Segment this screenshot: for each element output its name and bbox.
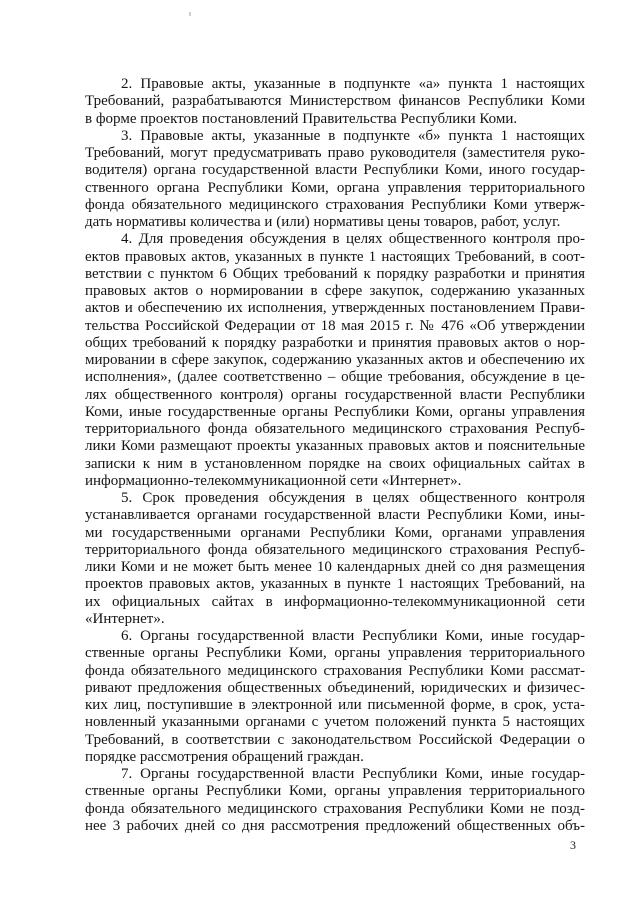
text-line: их официальных сайтах в информационно-телекоммуникационной сети xyxy=(85,593,585,610)
paragraph xyxy=(85,766,585,835)
paragraph xyxy=(85,628,585,766)
text-line: территориального фонда обязательного медицинского страхования Респуб- xyxy=(85,421,585,437)
text-line: 2. Правовые акты, указанные в подпункте «а» пункта 1 настоящих xyxy=(121,76,585,92)
text-line: общих требований к порядку разработки и принятия правовых актов о нор- xyxy=(85,334,585,351)
text-line: фонда обязательного медицинского страхования Республики Коми утверж- xyxy=(85,196,585,213)
text-line: ривают предложения общественных объединений, юридических и физичес- xyxy=(85,679,585,696)
text-line: нее 3 рабочих дней со дня рассмотрения предложений общественных объ- xyxy=(85,817,585,834)
text-line: ственного органа Республики Коми, органа управления территориального xyxy=(85,179,585,196)
text-line: в форме проектов постановлений Правительства Республики Коми. xyxy=(85,110,518,127)
text-line: «Интернет». xyxy=(85,610,165,627)
text-line: порядке рассмотрения обращений граждан. xyxy=(85,748,364,765)
text-line: Требований, разрабатываются Министерством финансов Республики Коми xyxy=(85,93,585,110)
document-body xyxy=(85,76,585,835)
text-line: лях общественного контроля) органы государственной власти Республики xyxy=(85,386,585,403)
text-line: исполнения», (далее соответственно – общие требования, обсуждение в це- xyxy=(85,369,585,386)
text-line: фонда обязательного медицинского страхования Республики Коми рассмат- xyxy=(85,662,585,679)
text-line: новленный указанными органами с учетом положений пункта 5 настоящих xyxy=(85,714,585,731)
text-line: лики Коми размещают проекты указанных правовых актов и пояснительные xyxy=(85,438,585,455)
scan-artifact xyxy=(189,12,191,16)
text-line: ми государственными органами Республики Коми, органами управления xyxy=(85,524,585,541)
text-line: лики Коми и не может быть менее 10 календарных дней со дня размещения xyxy=(85,559,585,575)
text-line: тельства Российской Федерации от 18 мая 2015 г. № 476 «Об утверждении xyxy=(85,317,585,334)
text-line: ектов правовых актов, указанных в пункте 1 настоящих Требований, в соот- xyxy=(85,248,585,265)
paragraph xyxy=(85,231,585,490)
text-line: ственные органы Республики Коми, органы управления территориального xyxy=(85,783,585,800)
text-line: территориального фонда обязательного медицинского страхования Респуб- xyxy=(85,541,585,558)
page-number: 3 xyxy=(570,838,576,852)
text-line: Коми, иные государственные органы Республики Коми, органы управления xyxy=(85,403,585,420)
text-line: дать нормативы количества и (или) нормативы цены товаров, работ, услуг. xyxy=(85,214,561,230)
text-line: актов и обеспечению их исполнения, утвержденных постановлением Прави- xyxy=(85,300,585,317)
text-line: водителя) органа государственной власти Республики Коми, иного государ- xyxy=(85,162,585,179)
text-line: правовых актов о нормировании в сфере закупок, содержанию указанных xyxy=(85,283,585,299)
paragraph xyxy=(85,76,585,128)
text-line: 7. Органы государственной власти Республики Коми, иные государ- xyxy=(121,766,585,782)
text-line: 6. Органы государственной власти Республики Коми, иные государ- xyxy=(121,628,585,644)
text-line: устанавливается органами государственной власти Республики Коми, ины- xyxy=(85,507,585,524)
paragraph xyxy=(85,128,585,232)
text-line: фонда обязательного медицинского страхования Республики Коми не позд- xyxy=(85,800,585,817)
text-line: 5. Срок проведения обсуждения в целях общественного контроля xyxy=(121,490,585,506)
text-line: мировании в сфере закупок, содержанию указанных актов и обеспечению их xyxy=(85,352,585,368)
text-line: ственные органы Республики Коми, органы управления территориального xyxy=(85,645,585,662)
text-line: записки к ним в установленном порядке на своих официальных сайтах в xyxy=(85,455,585,472)
text-line: ветствии с пунктом 6 Общих требований к порядку разработки и принятия xyxy=(85,265,585,282)
text-line: 3. Правовые акты, указанные в подпункте «б» пункта 1 настоящих xyxy=(121,127,585,144)
paragraph xyxy=(85,490,585,628)
text-line: информационно-телекоммуникационной сети «Интернет». xyxy=(85,472,462,489)
text-line: проектов правовых актов, указанных в пункте 1 настоящих Требований, на xyxy=(85,576,585,593)
text-line: ких лиц, поступившие в электронной или письменной форме, в срок, уста- xyxy=(85,697,585,713)
text-line: Требований, в соответствии с законодательством Российской Федерации о xyxy=(85,731,585,748)
text-line: 4. Для проведения обсуждения в целях общественного контроля про- xyxy=(121,231,585,248)
text-line: Требований, могут предусматривать право руководителя (заместителя руко- xyxy=(85,145,585,161)
